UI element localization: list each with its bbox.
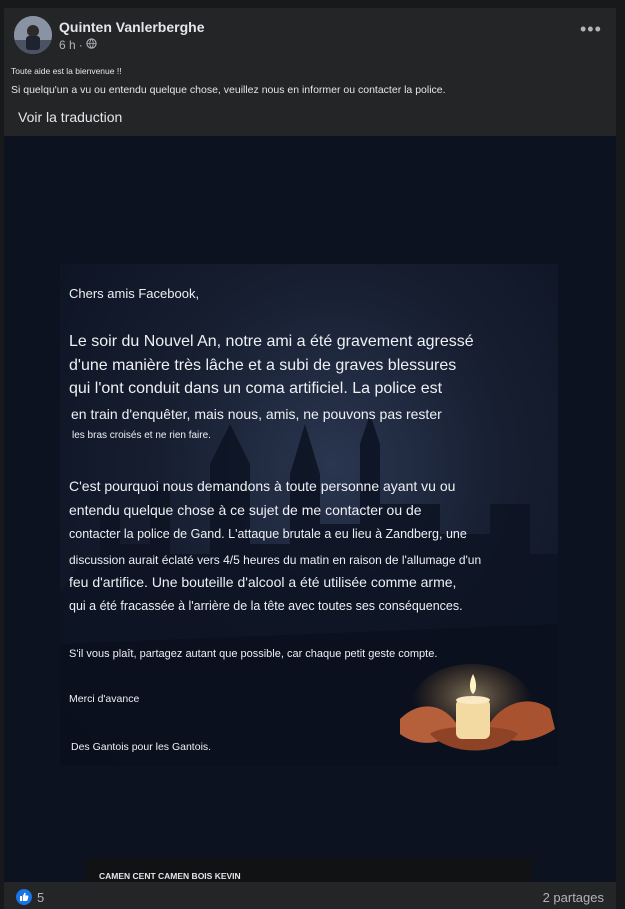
next-image-caption: CAMEN CENT CAMEN BOIS KEVIN <box>99 871 241 881</box>
poster-p1-line: les bras croisés et ne rien faire. <box>72 430 211 441</box>
thumbs-up-icon[interactable] <box>16 889 32 905</box>
meta-separator: · <box>78 38 83 52</box>
post-meta <box>59 38 97 52</box>
avatar-photo <box>14 16 52 54</box>
post-text-line1: Toute aide est la bienvenue !! <box>11 66 122 76</box>
candle-hands-illustration <box>390 664 558 766</box>
post-header <box>4 8 616 136</box>
poster-p1-line: d'une manière très lâche et a subi de graves blessures <box>69 357 457 374</box>
poster-signature: Des Gantois pour les Gantois. <box>71 741 212 753</box>
author-name[interactable]: Quinten Vanlerberghe <box>59 19 205 35</box>
poster-p2-line: entendu quelque chose à ce sujet de me contacter ou de <box>69 502 422 518</box>
globe-icon[interactable] <box>86 38 97 52</box>
poster-p2-line: C'est pourquoi nous demandons à toute personne ayant vu ou <box>69 478 456 494</box>
see-translation-link[interactable]: Voir la traduction <box>18 109 123 125</box>
post-media[interactable] <box>4 136 616 882</box>
shares-count[interactable]: 2 partages <box>542 890 604 905</box>
poster-p2-line: feu d'artifice. Une bouteille d'alcool a été utilisée comme arme, <box>69 574 457 590</box>
poster-p2-line: contacter la police de Gand. L'attaque brutale a eu lieu à Zandberg, une <box>69 527 467 541</box>
poster-greeting: Chers amis Facebook, <box>69 286 200 301</box>
author-avatar[interactable] <box>14 16 52 54</box>
poster-p1-line: qui l'ont conduit dans un coma artificiel. La police est <box>69 380 443 397</box>
ellipsis-icon: ••• <box>580 19 602 39</box>
poster-p1-line: en train d'enquêter, mais nous, amis, ne pouvons pas rester <box>71 406 442 422</box>
post-time[interactable]: 6 h <box>59 38 76 52</box>
poster-image <box>60 264 558 766</box>
post-footer <box>4 882 616 909</box>
more-options-button[interactable] <box>580 19 602 39</box>
post-card <box>4 8 616 909</box>
poster-share-line: S'il vous plaît, partagez autant que possible, car chaque petit geste compte. <box>69 648 438 660</box>
reaction-count[interactable]: 5 <box>37 890 45 905</box>
poster-thanks: Merci d'avance <box>69 693 140 705</box>
poster-p2-line: discussion aurait éclaté vers 4/5 heures du matin en raison de l'allumage d'un <box>69 553 482 567</box>
post-text-line2: Si quelqu'un a vu ou entendu quelque chose, veuillez nous en informer ou contacter la police. <box>11 84 446 96</box>
poster-p1-line: Le soir du Nouvel An, notre ami a été gravement agressé <box>69 333 474 350</box>
poster-p2-line: qui a été fracassée à l'arrière de la tête avec toutes ses conséquences. <box>69 599 463 613</box>
